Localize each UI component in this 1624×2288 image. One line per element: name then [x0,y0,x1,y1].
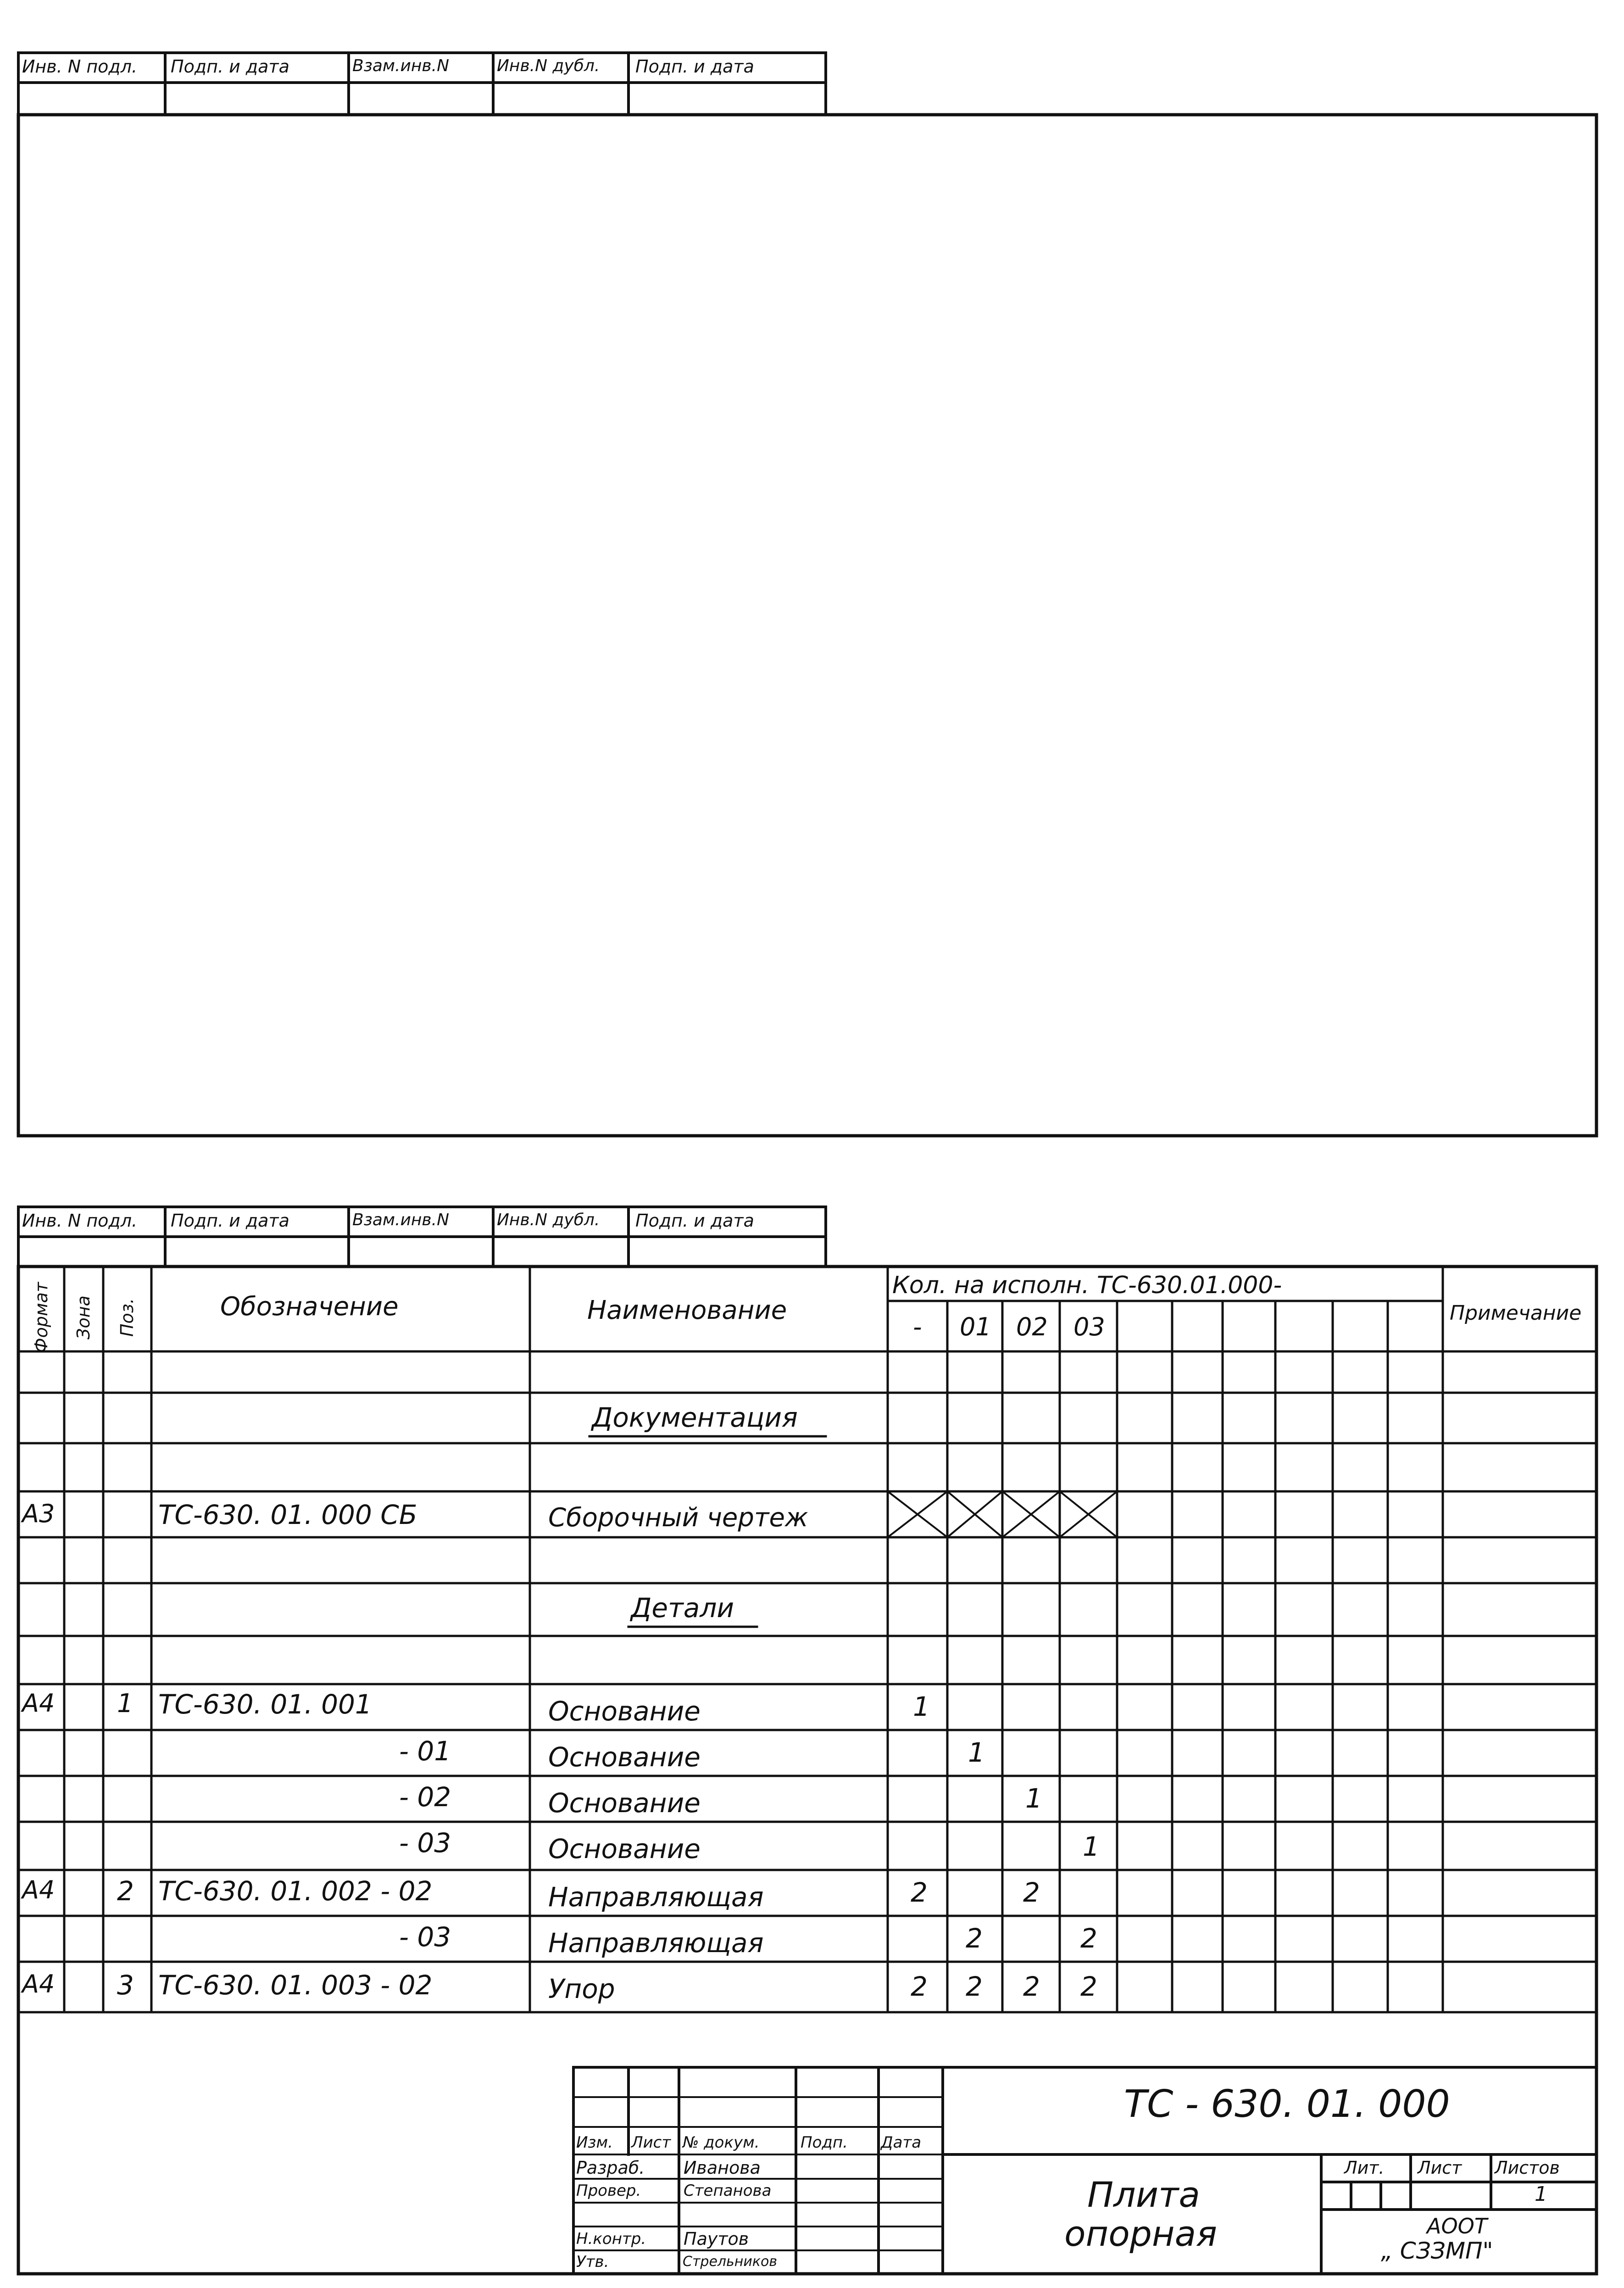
row-name: Упор [548,1973,615,2004]
stamp-sign-date: Подп. и дата [171,1211,289,1231]
stamp-replace-inv: Взам.инв.N [352,1211,450,1229]
row-qty-01: 1 [968,1737,985,1768]
tb-name-normcontrol: Паутов [684,2229,749,2249]
section-details: Детали [631,1592,734,1624]
row-qty-01: 2 [966,1923,983,1954]
tb-name-approver: Стрельников [683,2254,778,2270]
tb-col-izm: Изм. [576,2133,613,2152]
top-empty-frame [18,115,1596,1136]
header-qty-title: Кол. на исполн. ТС-630.01.000- [892,1272,1282,1299]
doc-number: ТС - 630. 01. 000 [1124,2082,1450,2126]
header-note: Примечание [1450,1301,1582,1325]
stamp-inv-podl: Инв. N подл. [22,1211,138,1231]
org-line2: „ СЗЗМП" [1381,2238,1493,2264]
row-designation: ТС-630. 01. 003 - 02 [158,1970,433,2001]
row-designation: ТС-630. 01. 002 - 02 [158,1875,433,1907]
row-format: А3 [22,1499,55,1528]
row-qty-03: 2 [1080,1971,1097,2002]
tb-col-list: Лист [631,2133,671,2152]
row-qty-base: 2 [911,1971,928,2002]
row-suffix: - 03 [399,1827,451,1858]
header-qty-base: - [913,1312,922,1341]
tb-role-checker: Провер. [576,2182,641,2200]
org-line1: АООТ [1427,2214,1487,2238]
tb-role-approver: Утв. [576,2253,609,2271]
stamp-sign-date: Подп. и дата [171,56,289,77]
stamp-sign-date-2: Подп. и дата [635,1211,754,1231]
row-name: Основание [548,1833,701,1864]
row-qty-02: 1 [1025,1783,1042,1814]
tb-role-normcontrol: Н.контр. [576,2230,646,2248]
tb-col-doc: № докум. [683,2133,760,2152]
row-pos: 1 [117,1689,133,1719]
row-suffix: - 03 [399,1921,451,1953]
tb-name-developer: Иванова [684,2158,761,2178]
row-qty-base: 2 [911,1877,928,1908]
row-pos: 3 [117,1970,134,2001]
tb-col-date: Дата [881,2133,922,2152]
header-name: Наименование [587,1295,787,1325]
row-format: А4 [22,1875,55,1904]
stamp-sign-date-2: Подп. и дата [635,56,754,77]
product-title-line1: Плита [1087,2174,1200,2215]
header-pos: Поз. [117,1298,137,1337]
row-qty-01: 2 [966,1971,983,2002]
row-format: А4 [22,1970,55,1998]
tb-role-developer: Разраб. [576,2158,645,2178]
row-name: Направляющая [548,1927,764,1959]
row-qty-02: 2 [1023,1877,1040,1908]
stamp-replace-inv: Взам.инв.N [352,56,450,75]
stamp-inv-dubl: Инв.N дубл. [497,1211,600,1229]
header-qty-03: 03 [1073,1312,1105,1341]
header-format: Формат [31,1282,51,1353]
row-designation: ТС-630. 01. 001 [158,1689,372,1720]
tb-name-checker: Степанова [684,2182,772,2200]
stamp-inv-podl: Инв. N подл. [22,56,138,77]
row-qty-03: 1 [1083,1831,1100,1862]
row-name: Сборочный чертеж [548,1503,808,1533]
row-suffix: - 01 [399,1736,451,1767]
tb-sheets-value: 1 [1535,2182,1547,2206]
row-qty-base: 1 [913,1691,930,1722]
header-zone: Зона [73,1295,94,1339]
product-title-line2: опорная [1064,2213,1217,2254]
header-designation: Обозначение [220,1292,399,1322]
row-suffix: - 02 [399,1781,451,1813]
section-documentation: Документация [592,1402,798,1433]
row-name: Направляющая [548,1881,764,1913]
row-pos: 2 [117,1875,134,1907]
row-format: А4 [22,1689,55,1718]
tb-col-sign: Подп. [801,2133,848,2152]
row-name: Основание [548,1787,701,1819]
row-designation: ТС-630. 01. 000 СБ [158,1499,417,1530]
header-qty-01: 01 [960,1312,991,1341]
tb-sheets-label: Листов [1495,2158,1560,2178]
tb-lit-label: Лит. [1344,2158,1385,2178]
row-qty-02: 2 [1023,1971,1040,2002]
stamp-inv-dubl: Инв.N дубл. [497,56,600,75]
tb-sheet-label: Лист [1418,2158,1462,2178]
row-name: Основание [548,1741,701,1773]
row-name: Основание [548,1696,701,1727]
header-qty-02: 02 [1016,1312,1048,1341]
row-qty-03: 2 [1080,1923,1097,1954]
